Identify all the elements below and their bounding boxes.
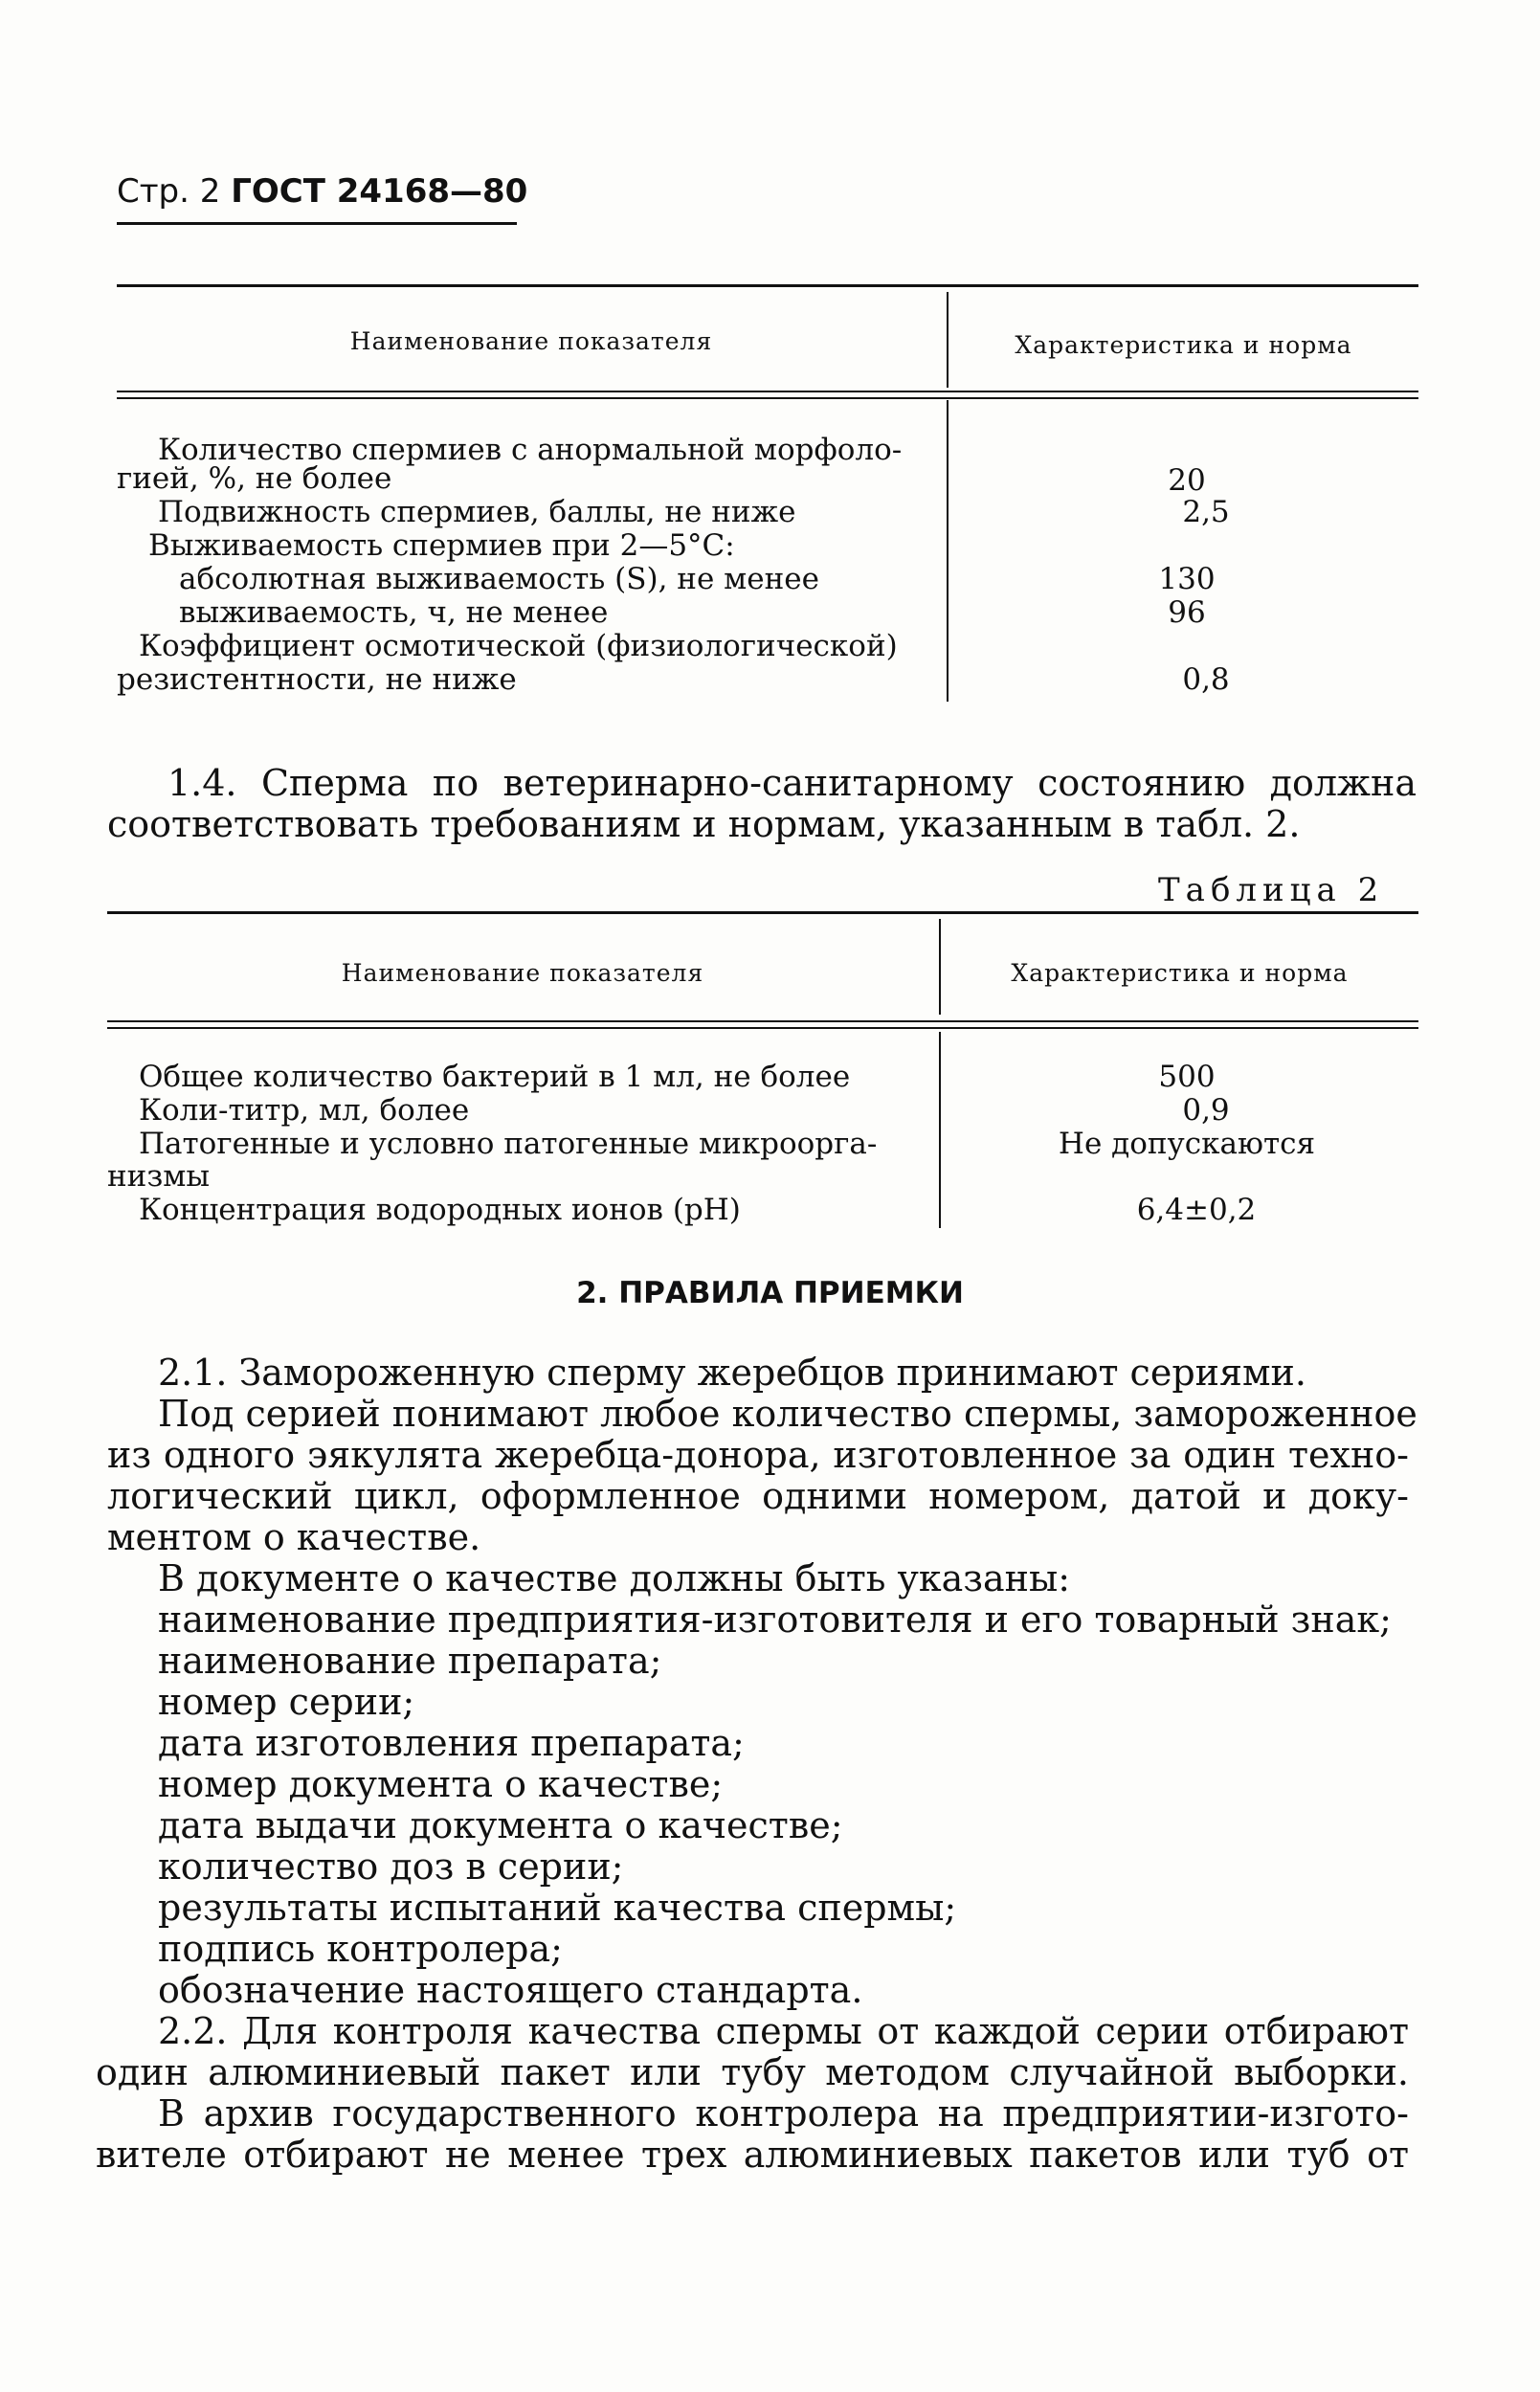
table-value: 500 <box>1158 1060 1216 1094</box>
table-cell: Коэффициент осмотической (физиологической) <box>139 629 898 663</box>
table-cell: резистентности, не ниже <box>117 662 517 697</box>
section-title: 2. ПРАВИЛА ПРИЕМКИ <box>576 1276 964 1310</box>
table-column-divider <box>947 400 949 702</box>
paragraph-line: Под серией понимают любое количество спермы, замороженное <box>158 1393 1417 1435</box>
table-cell: Подвижность спермиев, баллы, не ниже <box>158 495 796 529</box>
list-item: наименование предприятия-изготовителя и его товарный знак; <box>158 1598 1392 1641</box>
paragraph-line: логический цикл, оформленное одними номером, датой и доку- <box>107 1475 1409 1517</box>
table-cell: гией, %, не более <box>117 461 392 496</box>
table-cell: абсолютная выживаемость (S), не менее <box>179 562 819 596</box>
table-value: 0,9 <box>1182 1093 1230 1128</box>
table-cell: Выживаемость спермиев при 2—5°С: <box>148 528 735 563</box>
list-item: результаты испытаний качества спермы; <box>158 1887 957 1929</box>
table-header-norm: Характеристика и норма <box>1015 331 1352 359</box>
table-header-rule <box>117 391 1418 399</box>
table-value: 2,5 <box>1182 495 1230 529</box>
paragraph-1-4-line2: соответствовать требованиям и нормам, указанным в табл. 2. <box>107 803 1301 845</box>
table-cell: Количество спермиев с анормальной морфоло- <box>158 433 903 467</box>
list-item: подпись контролера; <box>158 1928 563 1970</box>
paragraph-line: из одного эякулята жеребца-донора, изготовленное за один техно- <box>107 1434 1409 1476</box>
table-value: 20 <box>1168 463 1206 498</box>
table-cell: Коли-титр, мл, более <box>139 1093 470 1128</box>
list-item: количество доз в серии; <box>158 1845 624 1888</box>
paragraph-line: ментом о качестве. <box>107 1516 481 1558</box>
list-item: номер серии; <box>158 1681 415 1723</box>
list-item: наименование препарата; <box>158 1640 662 1682</box>
table-cell: Патогенные и условно патогенные микроорга- <box>139 1127 878 1161</box>
table-value: 96 <box>1168 595 1206 630</box>
table-value: 6,4±0,2 <box>1136 1193 1257 1227</box>
list-item: обозначение настоящего стандарта. <box>158 1969 863 2011</box>
paragraph-line: вителе отбирают не менее трех алюминиевых пакетов или туб от <box>96 2134 1409 2176</box>
table-value: Не допускаются <box>1058 1127 1316 1161</box>
table-header-name: Наименование показателя <box>341 959 704 987</box>
table-cell: Общее количество бактерий в 1 мл, не более <box>139 1060 851 1094</box>
list-item: дата выдачи документа о качестве; <box>158 1804 843 1846</box>
table-header-norm: Характеристика и норма <box>1011 959 1349 987</box>
gost-number: ГОСТ 24168—80 <box>231 172 528 211</box>
running-header <box>117 172 527 211</box>
table-column-divider <box>939 1032 941 1228</box>
table-cell: низмы <box>107 1159 211 1194</box>
paragraph-2-2-line2: один алюминиевый пакет или тубу методом случайной выборки. <box>96 2051 1409 2093</box>
table-value: 130 <box>1158 562 1216 596</box>
paragraph-2-1: 2.1. Замороженную сперму жеребцов принимают сериями. <box>158 1352 1306 1394</box>
table-header-name: Наименование показателя <box>349 327 713 355</box>
table-header-rule <box>107 1020 1418 1029</box>
table-caption: Таблица 2 <box>1158 871 1385 909</box>
list-item: номер документа о качестве; <box>158 1763 724 1805</box>
paragraph-2-2-line1: 2.2. Для контроля качества спермы от каждой серии отбирают <box>158 2010 1409 2052</box>
page-number: Стр. 2 <box>117 172 221 211</box>
table-value: 0,8 <box>1182 662 1230 697</box>
table-cell: выживаемость, ч, не менее <box>179 595 609 630</box>
paragraph-1-4-line1: 1.4. Сперма по ветеринарно-санитарному состоянию должна <box>167 762 1417 804</box>
table-top-rule <box>117 284 1418 287</box>
paragraph-line: В архив государственного контролера на предприятии-изгото- <box>158 2092 1409 2135</box>
document-intro: В документе о качестве должны быть указаны: <box>158 1557 1071 1599</box>
table-top-rule <box>107 911 1418 914</box>
table-cell: Концентрация водородных ионов (pH) <box>139 1193 741 1227</box>
header-rule <box>117 222 517 225</box>
list-item: дата изготовления препарата; <box>158 1722 745 1764</box>
